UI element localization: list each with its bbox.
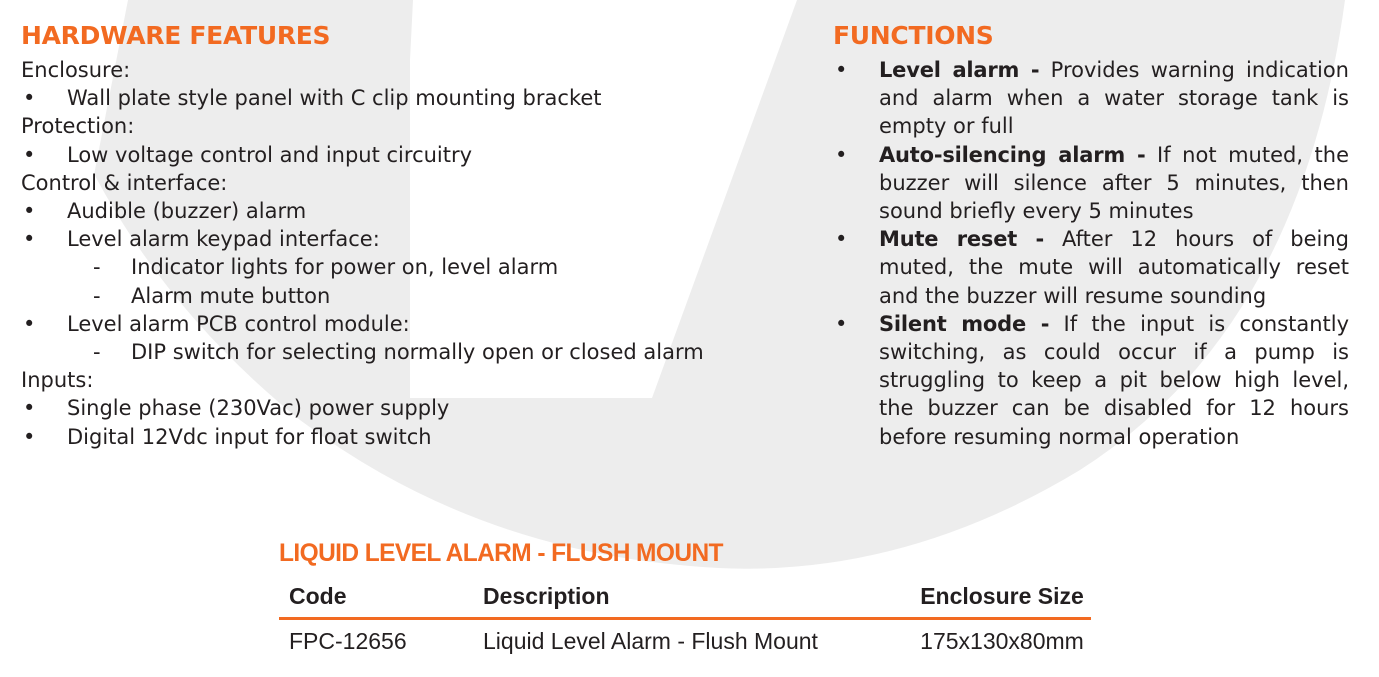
function-item — [833, 141, 1349, 226]
product-section — [279, 533, 1091, 654]
function-description: Provides warning indication and alarm when a water storage tank is empty or full — [879, 58, 1349, 139]
list-item — [21, 141, 801, 169]
product-code-table — [279, 579, 1091, 654]
function-item — [833, 310, 1349, 451]
list-item-text: Low voltage control and input circuitry — [67, 142, 473, 167]
list-item-text: Single phase (230Vac) power supply — [67, 396, 450, 421]
function-term: Silent mode - — [879, 311, 1050, 336]
column-header-enclosure-size: Enclosure Size — [903, 579, 1091, 619]
function-term: Level alarm - — [879, 58, 1040, 82]
feature-group-label: Protection: — [21, 114, 135, 139]
product-description-cell: Liquid Level Alarm - Flush Mount — [483, 628, 818, 654]
sub-list-item — [21, 253, 801, 281]
bullet-icon: • — [835, 142, 848, 167]
function-item-text — [879, 141, 1349, 226]
function-description: If the input is constantly switching, as could occur if a pump is struggling to keep a pit below high level, the buzzer can be disabled for 12 hours before resuming normal operation — [879, 311, 1349, 449]
functions-title: FUNCTIONS — [833, 21, 994, 50]
bullet-icon: • — [23, 199, 36, 224]
sub-list-item — [21, 338, 801, 366]
function-term: Mute reset - — [879, 227, 1045, 252]
list-item — [21, 225, 801, 253]
function-item — [833, 225, 1349, 310]
list-item — [21, 197, 801, 225]
function-description: After 12 hours of being muted, the mute will automatically reset and the buzzer will resume sounding — [879, 227, 1349, 308]
table-row — [279, 619, 1091, 655]
feature-group-label: Enclosure: — [21, 58, 131, 82]
functions-list — [833, 56, 1349, 451]
sub-list-item — [21, 282, 801, 310]
function-item-text — [879, 56, 1349, 141]
list-item-text: Digital 12Vdc input for float switch — [67, 424, 432, 449]
column-header-description: Description — [473, 579, 903, 619]
sub-list-item-text: DIP switch for selecting normally open or closed alarm — [131, 340, 704, 365]
dash-icon: - — [93, 255, 101, 280]
list-item-text: Audible (buzzer) alarm — [67, 199, 307, 224]
bullet-icon: • — [23, 311, 36, 336]
list-item — [21, 310, 801, 338]
product-code-cell: FPC-12656 — [289, 628, 407, 654]
bullet-icon: • — [835, 227, 848, 252]
function-term: Auto-silencing alarm - — [879, 142, 1146, 167]
list-item-text: Wall plate style panel with C clip mounting bracket — [67, 86, 602, 111]
list-item — [21, 423, 801, 451]
list-item — [21, 394, 801, 422]
sub-list-item-text: Alarm mute button — [131, 283, 331, 308]
feature-group-label: Inputs: — [21, 368, 94, 393]
bullet-icon: • — [23, 142, 36, 167]
list-item-text: Level alarm PCB control module: — [67, 311, 410, 336]
table-header-row — [279, 579, 1091, 619]
feature-group-label: Control & interface: — [21, 170, 228, 195]
functions-section — [833, 18, 1349, 451]
bullet-icon: • — [835, 311, 848, 336]
bullet-icon: • — [835, 58, 848, 82]
hardware-features-list — [21, 56, 801, 451]
dash-icon: - — [93, 340, 101, 365]
function-description: If not muted, the buzzer will silence after 5 minutes, then sound briefly every 5 minutes — [879, 142, 1349, 224]
function-item — [833, 56, 1349, 141]
bullet-icon: • — [23, 396, 36, 421]
hardware-features-section — [21, 18, 801, 451]
bullet-icon: • — [23, 424, 36, 449]
function-item-text — [879, 310, 1349, 451]
product-title: LIQUID LEVEL ALARM - FLUSH MOUNT — [279, 539, 723, 567]
hardware-features-title: HARDWARE FEATURES — [21, 21, 331, 50]
list-item — [21, 84, 801, 112]
dash-icon: - — [93, 283, 101, 308]
function-item-text — [879, 225, 1349, 310]
list-item-text: Level alarm keypad interface: — [67, 227, 380, 252]
bullet-icon: • — [23, 227, 36, 252]
column-header-code: Code — [279, 579, 473, 619]
bullet-icon: • — [23, 86, 36, 111]
product-enclosure-size-cell: 175x130x80mm — [920, 628, 1084, 654]
sub-list-item-text: Indicator lights for power on, level alarm — [131, 255, 559, 280]
